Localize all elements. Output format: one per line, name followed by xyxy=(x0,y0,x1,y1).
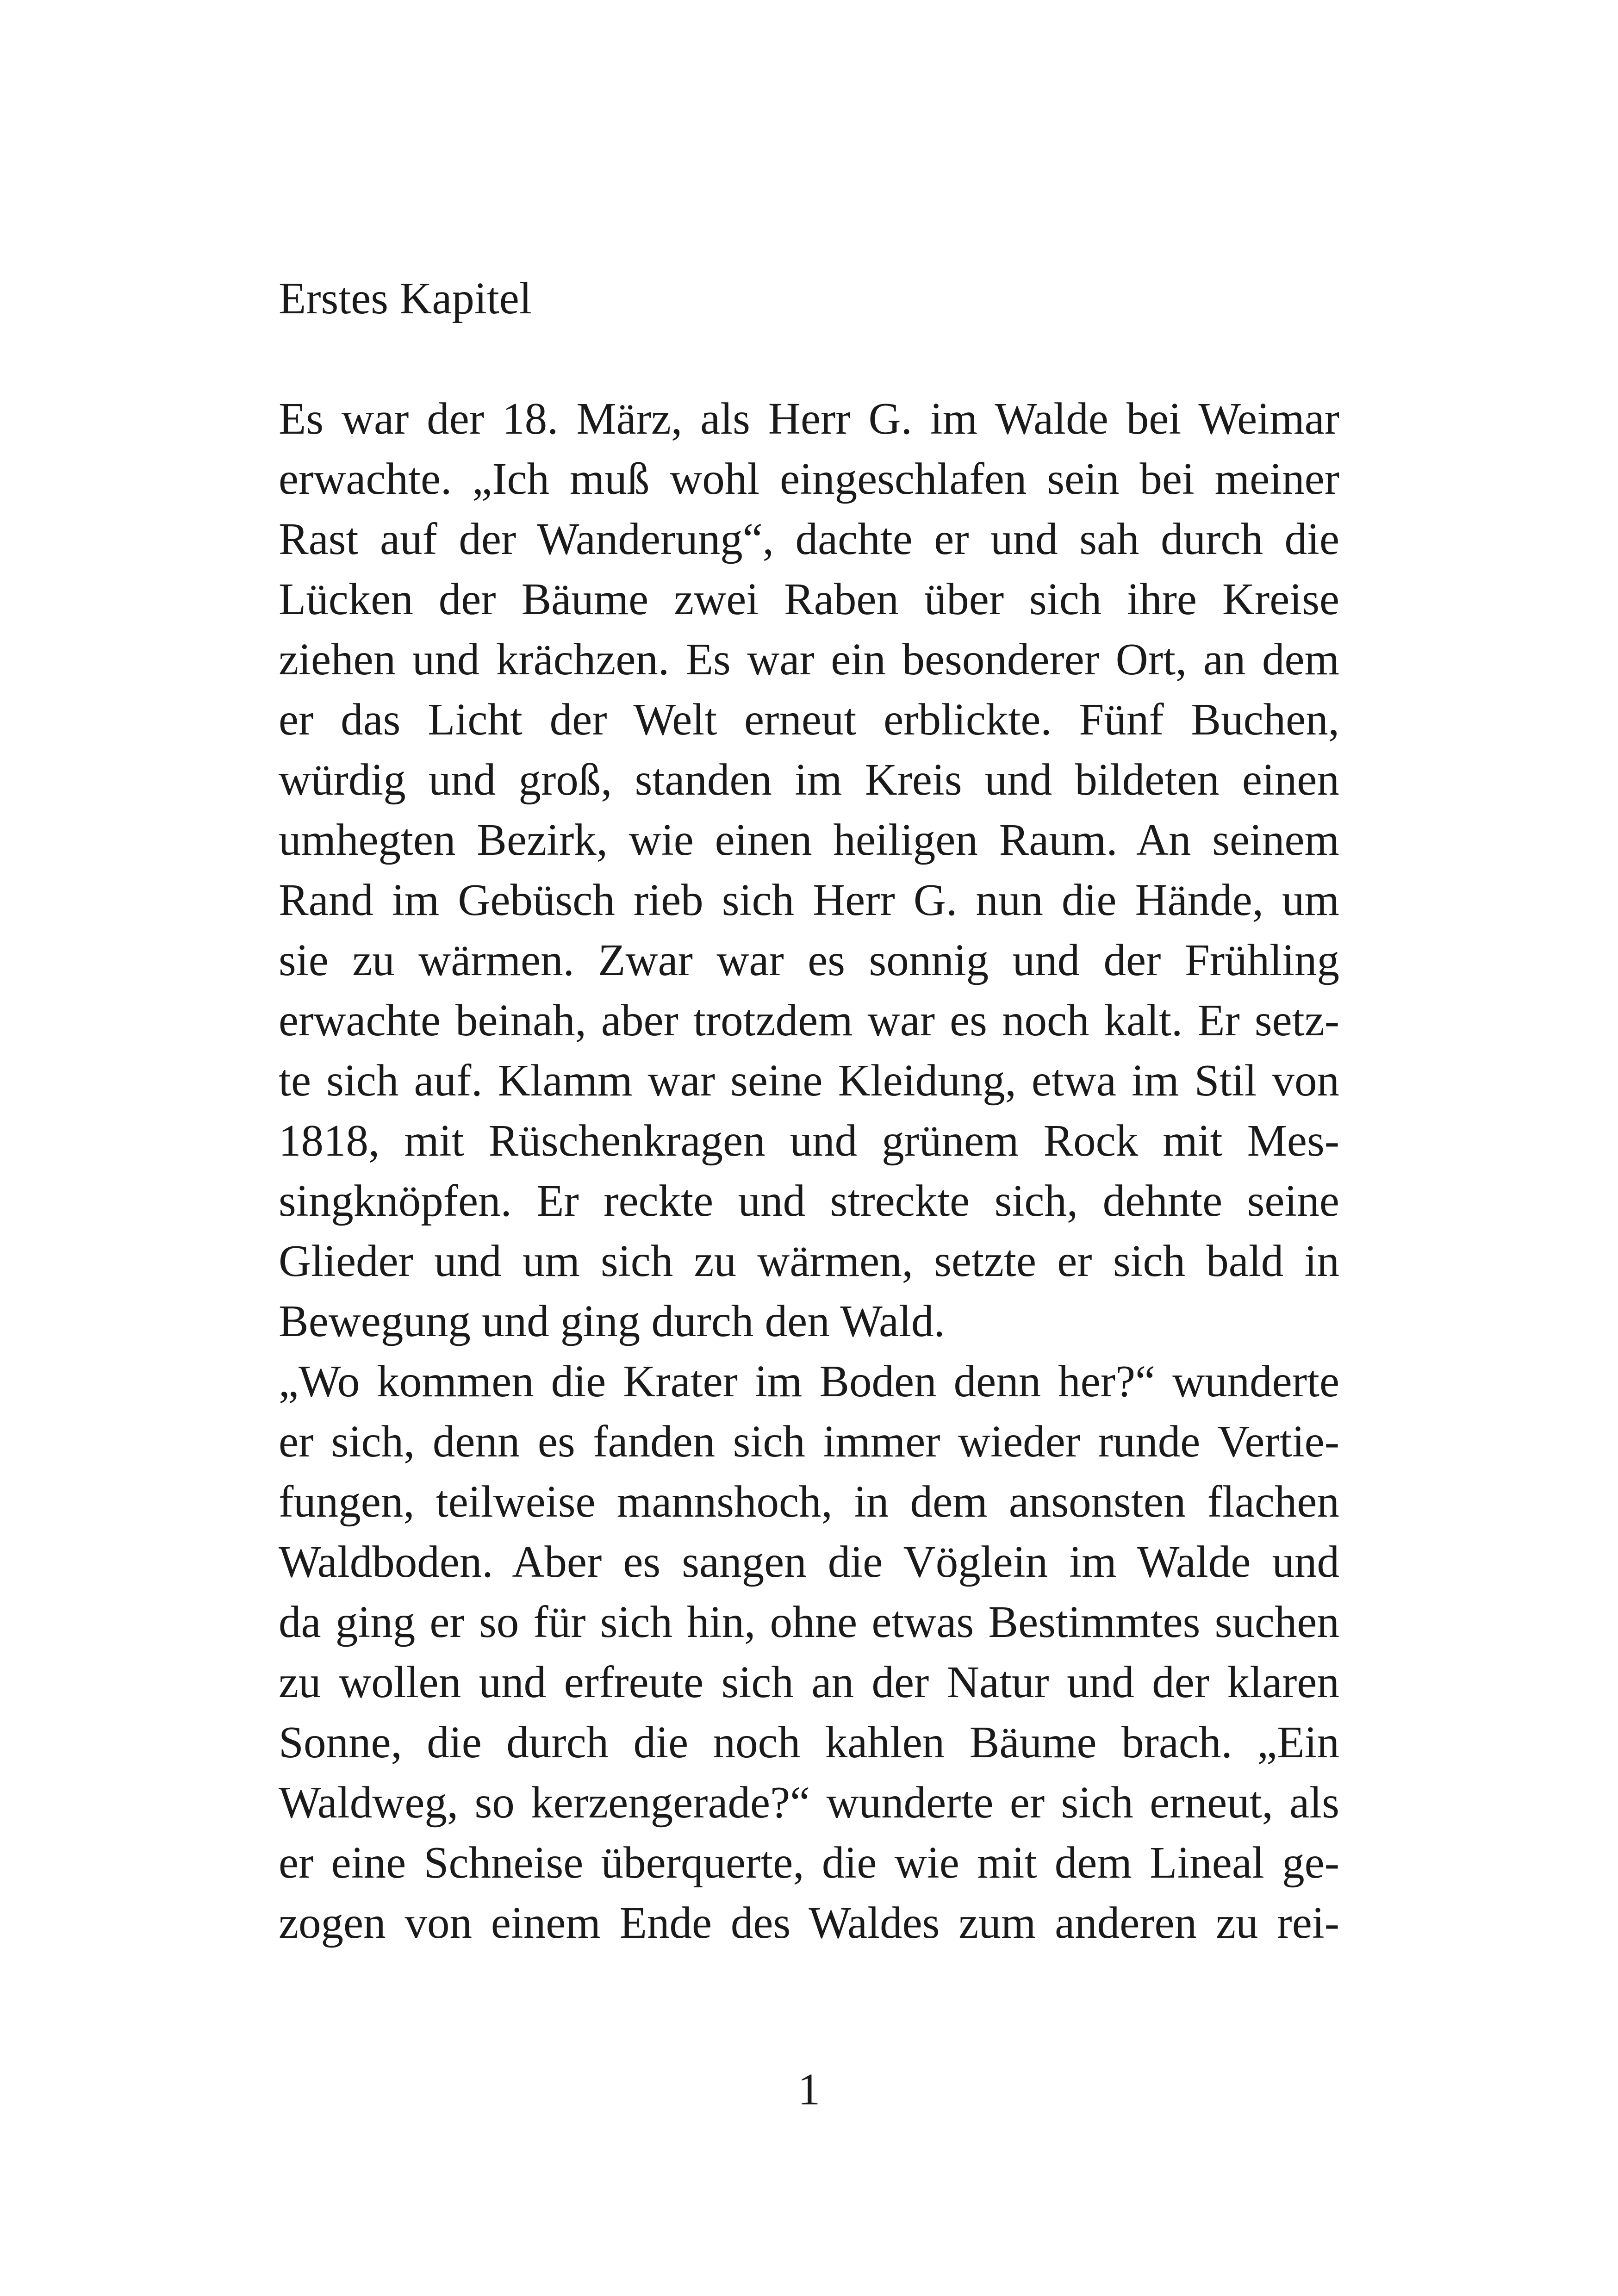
page-number: 1 xyxy=(797,2065,821,2114)
text-line: fungen, teilweise mannshoch, in dem ansonsten flachen xyxy=(279,1477,1339,1526)
text-line: ziehen und krächzen. Es war ein besonderer Ort, an dem xyxy=(279,635,1339,684)
text-line: sie zu wärmen. Zwar war es sonnig und der Frühling xyxy=(279,935,1339,985)
text-line: Es war der 18. März, als Herr G. im Walde bei Weimar xyxy=(279,394,1339,443)
text-line: Waldboden. Aber es sangen die Vöglein im Walde und xyxy=(279,1537,1339,1587)
text-line: singknöpfen. Er reckte und streckte sich, dehnte seine xyxy=(279,1176,1339,1226)
text-line: Sonne, die durch die noch kahlen Bäume brach. „Ein xyxy=(279,1717,1339,1767)
text-line: 1818, mit Rüschenkragen und grünem Rock mit Mes- xyxy=(279,1116,1339,1165)
text-line: er das Licht der Welt erneut erblickte. Fünf Buchen, xyxy=(279,695,1339,744)
text-line: zu wollen und erfreute sich an der Natur und der klaren xyxy=(279,1657,1339,1707)
text-line: umhegten Bezirk, wie einen heiligen Raum. An seinem xyxy=(279,815,1339,865)
text-line: erwachte beinah, aber trotzdem war es noch kalt. Er setz- xyxy=(279,996,1339,1045)
text-line: er sich, denn es fanden sich immer wieder runde Vertie- xyxy=(279,1417,1339,1466)
text-line: würdig und groß, standen im Kreis und bildeten einen xyxy=(279,755,1339,804)
text-line: Glieder und um sich zu wärmen, setzte er sich bald in xyxy=(279,1236,1339,1286)
body-text-block xyxy=(279,268,1339,1953)
chapter-title: Erstes Kapitel xyxy=(279,274,532,323)
paragraph-lines xyxy=(279,389,1339,1953)
text-line: Waldweg, so kerzengerade?“ wunderte er sich erneut, als xyxy=(279,1778,1339,1827)
text-line: er eine Schneise überquerte, die wie mit dem Lineal ge- xyxy=(279,1838,1339,1887)
text-line: „Wo kommen die Krater im Boden denn her?“ wunderte xyxy=(279,1356,1339,1406)
text-line: Rand im Gebüsch rieb sich Herr G. nun die Hände, um xyxy=(279,875,1339,925)
text-line: Bewegung und ging durch den Wald. xyxy=(279,1296,945,1346)
text-line: te sich auf. Klamm war seine Kleidung, etwa im Stil von xyxy=(279,1056,1339,1105)
text-line: zogen von einem Ende des Waldes zum anderen zu rei- xyxy=(279,1898,1339,1948)
text-line: Lücken der Bäume zwei Raben über sich ihre Kreise xyxy=(279,574,1339,624)
text-line: da ging er so für sich hin, ohne etwas Bestimmtes suchen xyxy=(279,1597,1339,1647)
text-line: Rast auf der Wanderung“, dachte er und sah durch die xyxy=(279,514,1339,564)
text-line: erwachte. „Ich muß wohl eingeschlafen sein bei meiner xyxy=(279,454,1339,504)
